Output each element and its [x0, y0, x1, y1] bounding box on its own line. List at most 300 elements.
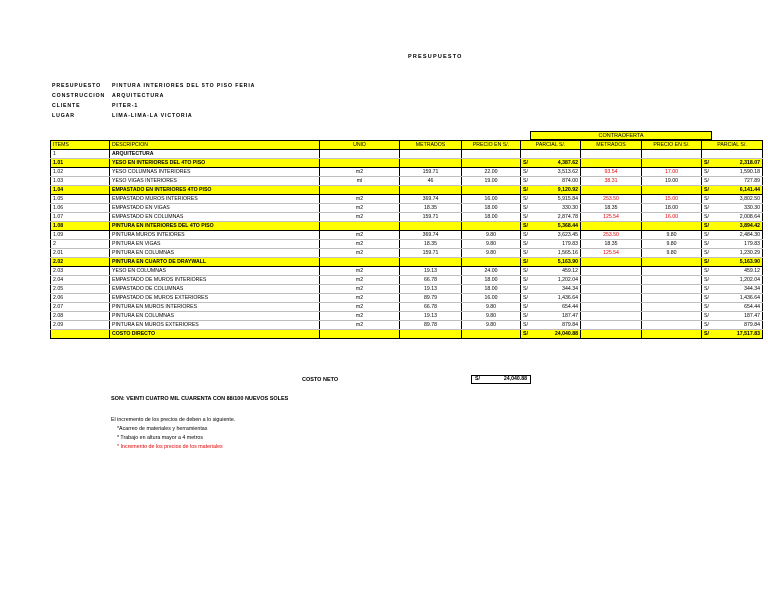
- item-code: 2.02: [51, 258, 110, 267]
- table-row: [51, 249, 763, 258]
- currency-symbol: S/: [704, 304, 709, 310]
- unit: m2: [320, 294, 400, 303]
- contra-metrados: [581, 267, 642, 276]
- table-row: [51, 294, 763, 303]
- description: ARQUITECTURA: [110, 150, 320, 159]
- description: PINTURA EN MUROS EXTERIORES: [110, 321, 320, 330]
- column-header: METRADOS: [400, 141, 462, 150]
- unit: [320, 186, 400, 195]
- meta-value: LIMA-LIMA-LA VICTORIA: [112, 113, 193, 119]
- currency-symbol: S/: [704, 205, 709, 211]
- table-row: [51, 312, 763, 321]
- contra-metrados: [581, 294, 642, 303]
- table-row: [51, 177, 763, 186]
- unit: m2: [320, 276, 400, 285]
- currency-symbol: S/: [523, 295, 528, 301]
- subtotal-row: [51, 258, 763, 267]
- parcial-value: 1,202.04: [557, 277, 578, 283]
- precio: 19.00: [462, 177, 521, 186]
- parcial-value: 459.12: [562, 268, 578, 274]
- contra-metrados: 93.54: [581, 168, 642, 177]
- parcial-value: 179.83: [562, 241, 578, 247]
- contra-precio: 17.00: [642, 168, 702, 177]
- contra-parcial: [702, 231, 763, 240]
- metrados: [400, 186, 462, 195]
- parcial: [521, 285, 581, 294]
- costo-neto-label: COSTO NETO: [302, 377, 339, 383]
- page-title: PRESUPUESTO: [408, 54, 463, 60]
- contra-precio: 16.00: [642, 213, 702, 222]
- meta-value: PINTURA INTERIORES DEL 5TO PISO FERIA: [112, 83, 256, 89]
- contra-precio: [642, 258, 702, 267]
- note-item: * Trabajo en altura mayor a 4 metros: [117, 435, 203, 441]
- meta-key: LUGAR: [52, 113, 75, 119]
- contra-metrados: [581, 258, 642, 267]
- metrados: 18.35: [400, 204, 462, 213]
- table-row: [51, 213, 763, 222]
- item-code: 2.06: [51, 294, 110, 303]
- item-code: 2.07: [51, 303, 110, 312]
- metrados: 159.71: [400, 213, 462, 222]
- parcial: [521, 213, 581, 222]
- precio: 9.80: [462, 321, 521, 330]
- contra-parcial-value: 6,141.44: [739, 187, 760, 193]
- table-row: [51, 150, 763, 159]
- contra-metrados: [581, 312, 642, 321]
- contraoferta-header: CONTRAOFERTA: [530, 131, 712, 140]
- item-code: 2: [51, 240, 110, 249]
- contra-parcial: [702, 159, 763, 168]
- contra-metrados: 38.31: [581, 177, 642, 186]
- subtotal-row: [51, 330, 763, 339]
- parcial-value: 24,040.88: [554, 331, 578, 337]
- costo-neto-value-box: [471, 375, 531, 384]
- contra-parcial: [702, 303, 763, 312]
- parcial: [521, 240, 581, 249]
- precio: 9.80: [462, 231, 521, 240]
- metrados: [400, 330, 462, 339]
- item-code: 1.02: [51, 168, 110, 177]
- contra-parcial-value: 459.12: [744, 268, 760, 274]
- contra-parcial-value: 727.89: [744, 178, 760, 184]
- item-code: 1.04: [51, 186, 110, 195]
- unit: m2: [320, 303, 400, 312]
- parcial-value: 3,623.45: [557, 232, 578, 238]
- unit: ml: [320, 177, 400, 186]
- contra-parcial: [702, 321, 763, 330]
- notes-section: [111, 416, 235, 452]
- precio: [462, 186, 521, 195]
- unit: m2: [320, 213, 400, 222]
- parcial-value: 1,436.64: [557, 295, 578, 301]
- contra-parcial-value: 2,008.64: [739, 214, 760, 220]
- description: PINTURA EN VIGAS: [110, 240, 320, 249]
- currency-symbol: S/: [523, 304, 528, 310]
- contra-precio: 19.00: [642, 177, 702, 186]
- item-code: 2.05: [51, 285, 110, 294]
- metrados: 66.78: [400, 303, 462, 312]
- currency-symbol: S/: [704, 250, 709, 256]
- precio: 9.80: [462, 303, 521, 312]
- precio: 9.80: [462, 249, 521, 258]
- metrados: [400, 258, 462, 267]
- parcial: [521, 312, 581, 321]
- currency-symbol: S/: [475, 376, 480, 382]
- metrados: [400, 222, 462, 231]
- description: EMPASTADO EN COLUMNAS: [110, 213, 320, 222]
- description: PINTURA EN COLUMNAS: [110, 249, 320, 258]
- description: EMPASTADO EN VIGAS: [110, 204, 320, 213]
- table-row: [51, 240, 763, 249]
- currency-symbol: S/: [704, 187, 709, 193]
- parcial: [521, 222, 581, 231]
- parcial: [521, 294, 581, 303]
- description: EMPASTADO EN INTERIORES 4TO PISO: [110, 186, 320, 195]
- description: EMPASTADO DE MUROS INTERIORES: [110, 276, 320, 285]
- column-header: PARCIAL S/.: [702, 141, 763, 150]
- description: COSTO DIRECTO: [110, 330, 320, 339]
- table-row: [51, 321, 763, 330]
- description: YESO VIGAS INTERIORES: [110, 177, 320, 186]
- currency-symbol: S/: [523, 169, 528, 175]
- currency-symbol: S/: [523, 250, 528, 256]
- parcial: [521, 258, 581, 267]
- currency-symbol: S/: [523, 268, 528, 274]
- description: EMPASTADO MUROS INTERIORES: [110, 195, 320, 204]
- metrados: 19.13: [400, 267, 462, 276]
- contra-parcial: [702, 276, 763, 285]
- contra-parcial-value: 179.83: [744, 241, 760, 247]
- contra-parcial-value: 1,590.18: [739, 169, 760, 175]
- description: YESO EN INTERIORES DEL 4TO PISO: [110, 159, 320, 168]
- contra-parcial-value: 1,202.04: [739, 277, 760, 283]
- contra-metrados: 125.54: [581, 213, 642, 222]
- contra-precio: 9.80: [642, 249, 702, 258]
- contra-metrados: [581, 330, 642, 339]
- contra-parcial-value: 330.30: [744, 205, 760, 211]
- note-item: *Acarreo de materiales y herramientas: [117, 426, 208, 432]
- description: PINTURA EN MUROS INTERIORES: [110, 303, 320, 312]
- description: PINTURA EN CUARTO DE DRAYWALL: [110, 258, 320, 267]
- contra-metrados: [581, 303, 642, 312]
- parcial: [521, 168, 581, 177]
- precio: 24.00: [462, 267, 521, 276]
- contra-precio: 15.00: [642, 195, 702, 204]
- currency-symbol: S/: [523, 160, 528, 166]
- currency-symbol: S/: [704, 277, 709, 283]
- contra-metrados: [581, 150, 642, 159]
- precio: [462, 330, 521, 339]
- contra-parcial: [702, 258, 763, 267]
- unit: m2: [320, 312, 400, 321]
- contra-parcial: [702, 177, 763, 186]
- parcial: [521, 249, 581, 258]
- table-row: [51, 231, 763, 240]
- currency-symbol: S/: [704, 241, 709, 247]
- contra-precio: [642, 150, 702, 159]
- parcial-value: 5,368.44: [557, 223, 578, 229]
- meta-value: ARQUITECTURA: [112, 93, 165, 99]
- metrados: 369.74: [400, 195, 462, 204]
- currency-symbol: S/: [704, 313, 709, 319]
- subtotal-row: [51, 159, 763, 168]
- column-header: PARCIAL S/.: [521, 141, 581, 150]
- contra-metrados: [581, 186, 642, 195]
- unit: [320, 150, 400, 159]
- column-header: ITEMS: [51, 141, 110, 150]
- contra-parcial-value: 3,894.42: [739, 223, 760, 229]
- contra-precio: [642, 303, 702, 312]
- contra-precio: [642, 330, 702, 339]
- precio: 9.80: [462, 312, 521, 321]
- unit: [320, 222, 400, 231]
- currency-symbol: S/: [523, 187, 528, 193]
- table-row: [51, 276, 763, 285]
- item-code: 2.08: [51, 312, 110, 321]
- contra-precio: 18.00: [642, 204, 702, 213]
- metrados: 369.74: [400, 231, 462, 240]
- contra-parcial: [702, 186, 763, 195]
- parcial-value: 5,163.90: [557, 259, 578, 265]
- unit: m2: [320, 195, 400, 204]
- notes-intro: El incremento de los precios de deben a lo siguiente.: [111, 417, 236, 423]
- table-row: [51, 303, 763, 312]
- parcial: [521, 177, 581, 186]
- currency-symbol: S/: [523, 214, 528, 220]
- contra-parcial: [702, 249, 763, 258]
- currency-symbol: S/: [704, 160, 709, 166]
- contra-parcial-value: 187.47: [744, 313, 760, 319]
- unit: [320, 330, 400, 339]
- parcial: [521, 159, 581, 168]
- parcial-value: 4,387.62: [557, 160, 578, 166]
- subtotal-row: [51, 222, 763, 231]
- contra-parcial: [702, 168, 763, 177]
- precio: 18.00: [462, 285, 521, 294]
- contra-precio: [642, 186, 702, 195]
- contra-precio: [642, 159, 702, 168]
- meta-value: PITER-1: [112, 103, 139, 109]
- precio: [462, 222, 521, 231]
- item-code: 2.04: [51, 276, 110, 285]
- currency-symbol: S/: [704, 232, 709, 238]
- table-row: [51, 168, 763, 177]
- unit: [320, 258, 400, 267]
- currency-symbol: S/: [523, 322, 528, 328]
- precio: 9.80: [462, 240, 521, 249]
- contra-metrados: [581, 276, 642, 285]
- parcial: [521, 150, 581, 159]
- metrados: [400, 150, 462, 159]
- currency-symbol: S/: [704, 169, 709, 175]
- contra-parcial: [702, 285, 763, 294]
- parcial: [521, 186, 581, 195]
- contra-metrados: 253.50: [581, 231, 642, 240]
- metrados: 66.78: [400, 276, 462, 285]
- contra-precio: 9.80: [642, 240, 702, 249]
- contra-metrados: [581, 222, 642, 231]
- metrados: 89.79: [400, 294, 462, 303]
- budget-table: [50, 140, 763, 339]
- table-row: [51, 195, 763, 204]
- currency-symbol: S/: [523, 232, 528, 238]
- contra-parcial-value: 3,802.50: [739, 196, 760, 202]
- description: EMPASTADO DE MUROS EXTERIORES: [110, 294, 320, 303]
- contra-parcial: [702, 294, 763, 303]
- contra-parcial-value: 2,318.07: [739, 160, 760, 166]
- parcial: [521, 204, 581, 213]
- contra-parcial: [702, 195, 763, 204]
- parcial-value: 330.30: [562, 205, 578, 211]
- item-code: 1.08: [51, 222, 110, 231]
- precio: 16.00: [462, 294, 521, 303]
- contra-parcial-value: 5,163.90: [739, 259, 760, 265]
- precio: 18.00: [462, 276, 521, 285]
- amount-in-words: SON: VEINTI CUATRO MIL CUARENTA CON 88/100 NUEVOS SOLES: [111, 396, 289, 402]
- contra-precio: 9.80: [642, 231, 702, 240]
- item-code: 2.01: [51, 249, 110, 258]
- description: YESO COLUMNAS INTERIORES: [110, 168, 320, 177]
- currency-symbol: S/: [523, 241, 528, 247]
- metrados: 159.71: [400, 168, 462, 177]
- contra-metrados: 125.54: [581, 249, 642, 258]
- contra-precio: [642, 312, 702, 321]
- contra-precio: [642, 267, 702, 276]
- parcial-value: 3,513.62: [557, 169, 578, 175]
- currency-symbol: S/: [523, 196, 528, 202]
- contra-precio: [642, 321, 702, 330]
- currency-symbol: S/: [704, 223, 709, 229]
- metrados: 89.78: [400, 321, 462, 330]
- item-code: 1.07: [51, 213, 110, 222]
- parcial-value: 1,565.16: [557, 250, 578, 256]
- item-code: 1.06: [51, 204, 110, 213]
- meta-key: PRESUPUESTO: [52, 83, 102, 89]
- contra-parcial-value: 344.34: [744, 286, 760, 292]
- currency-symbol: S/: [704, 214, 709, 220]
- currency-symbol: S/: [704, 196, 709, 202]
- description: PINTURA EN INTERIORES DEL 4TO PISO: [110, 222, 320, 231]
- unit: m2: [320, 321, 400, 330]
- precio: [462, 159, 521, 168]
- currency-symbol: S/: [523, 223, 528, 229]
- unit: m2: [320, 249, 400, 258]
- description: PINTURA MUROS INTEIORES: [110, 231, 320, 240]
- contra-metrados: [581, 285, 642, 294]
- currency-symbol: S/: [523, 259, 528, 265]
- description: EMPASTADO DE COLUMNAS: [110, 285, 320, 294]
- parcial: [521, 231, 581, 240]
- contra-parcial-value: 2,484.30: [739, 232, 760, 238]
- parcial: [521, 276, 581, 285]
- metrados: 159.71: [400, 249, 462, 258]
- contra-precio: [642, 276, 702, 285]
- parcial-value: 344.34: [562, 286, 578, 292]
- item-code: 1.09: [51, 231, 110, 240]
- currency-symbol: S/: [704, 268, 709, 274]
- item-code: 1.05: [51, 195, 110, 204]
- currency-symbol: S/: [523, 313, 528, 319]
- meta-key: CONSTRUCCION: [52, 93, 106, 99]
- item-code: 1.01: [51, 159, 110, 168]
- contra-parcial: [702, 222, 763, 231]
- subtotal-row: [51, 186, 763, 195]
- currency-symbol: S/: [523, 331, 528, 337]
- contra-parcial-value: 1,436.64: [739, 295, 760, 301]
- column-header: PRECIO EN S/.: [462, 141, 521, 150]
- item-code: [51, 330, 110, 339]
- item-code: 2.09: [51, 321, 110, 330]
- contra-metrados: 18.35: [581, 204, 642, 213]
- metrados: 19.13: [400, 312, 462, 321]
- unit: m2: [320, 231, 400, 240]
- table-row: [51, 285, 763, 294]
- contra-metrados: 253.50: [581, 195, 642, 204]
- column-header: PRECIO EN S/.: [642, 141, 702, 150]
- parcial-value: 879.84: [562, 322, 578, 328]
- unit: m2: [320, 240, 400, 249]
- item-code: 1: [51, 150, 110, 159]
- contra-parcial: [702, 213, 763, 222]
- precio: [462, 258, 521, 267]
- column-header: UNID: [320, 141, 400, 150]
- parcial: [521, 330, 581, 339]
- precio: 22.00: [462, 168, 521, 177]
- parcial-value: 9,120.92: [557, 187, 578, 193]
- currency-symbol: S/: [704, 295, 709, 301]
- contra-parcial-value: 1,230.29: [739, 250, 760, 256]
- column-header: DESCRIPCION: [110, 141, 320, 150]
- precio: 18.00: [462, 213, 521, 222]
- contra-parcial-value: 17,517.83: [736, 331, 760, 337]
- currency-symbol: S/: [523, 277, 528, 283]
- contra-parcial: [702, 312, 763, 321]
- description: PINTURA EN COLUMNAS: [110, 312, 320, 321]
- currency-symbol: S/: [523, 205, 528, 211]
- metrados: 46: [400, 177, 462, 186]
- parcial-value: 654.44: [562, 304, 578, 310]
- precio: 18.00: [462, 204, 521, 213]
- contra-precio: [642, 222, 702, 231]
- contra-parcial: [702, 240, 763, 249]
- contra-parcial: [702, 330, 763, 339]
- currency-symbol: S/: [704, 331, 709, 337]
- unit: m2: [320, 267, 400, 276]
- note-item-red: * Incremento de los precios de los materiales: [117, 444, 223, 450]
- contra-metrados: 18.35: [581, 240, 642, 249]
- parcial: [521, 267, 581, 276]
- contra-metrados: [581, 321, 642, 330]
- table-row: [51, 267, 763, 276]
- metrados: [400, 159, 462, 168]
- description: YESO EN COLUMNAS: [110, 267, 320, 276]
- parcial: [521, 303, 581, 312]
- currency-symbol: S/: [523, 178, 528, 184]
- contra-parcial-value: 879.84: [744, 322, 760, 328]
- unit: m2: [320, 204, 400, 213]
- parcial: [521, 321, 581, 330]
- parcial-value: 5,915.84: [557, 196, 578, 202]
- item-code: 1.03: [51, 177, 110, 186]
- currency-symbol: S/: [704, 178, 709, 184]
- precio: [462, 150, 521, 159]
- precio: 16.00: [462, 195, 521, 204]
- parcial-value: 2,874.78: [557, 214, 578, 220]
- meta-key: CLIENTE: [52, 103, 81, 109]
- contra-parcial: [702, 267, 763, 276]
- unit: [320, 159, 400, 168]
- parcial-value: 187.47: [562, 313, 578, 319]
